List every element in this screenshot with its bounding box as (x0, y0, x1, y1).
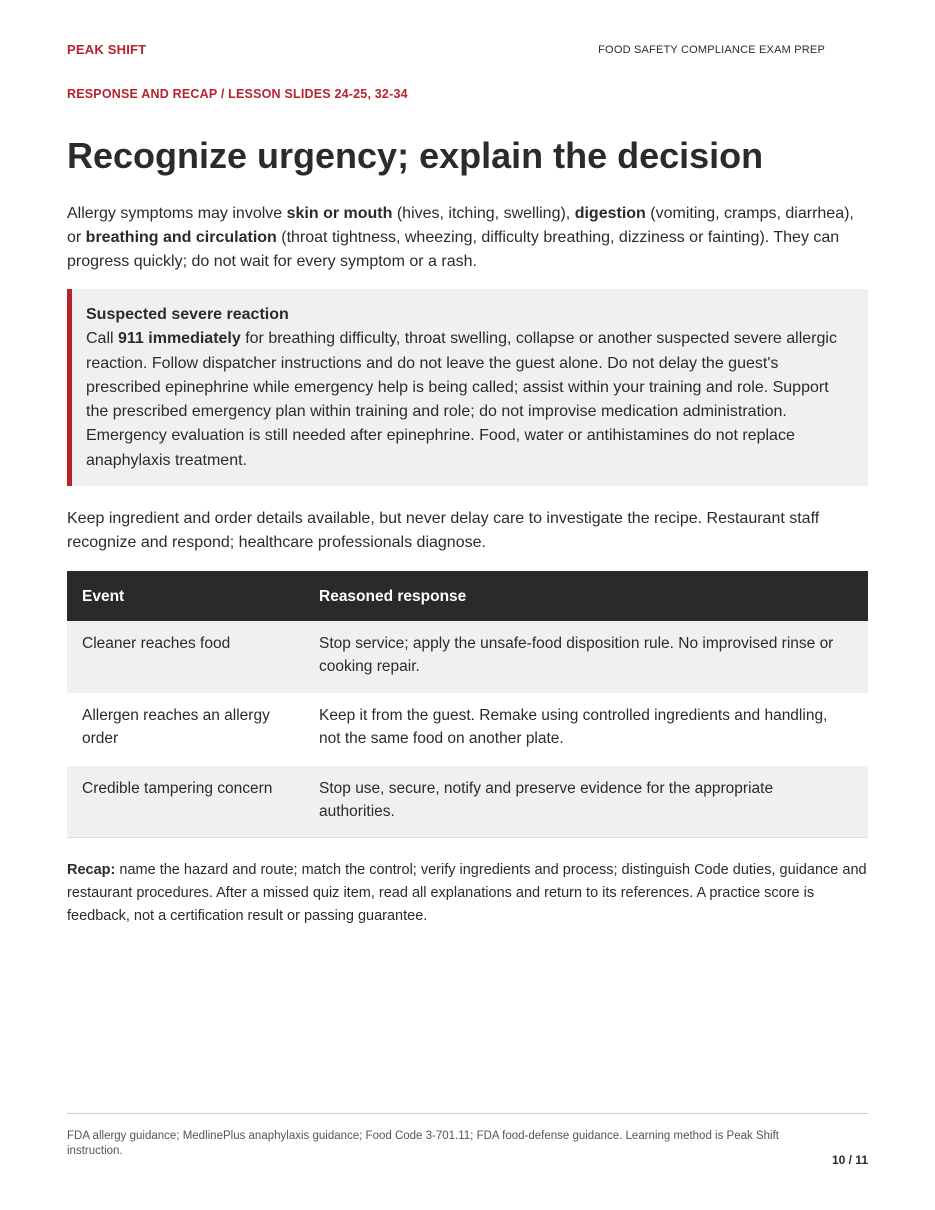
table-cell-response: Stop service; apply the unsafe-food disposition rule. No improvised rinse or cooking repair. (304, 621, 868, 693)
severe-reaction-callout (67, 289, 868, 486)
table-row (67, 766, 868, 837)
table-cell-event: Cleaner reaches food (67, 621, 304, 693)
table-cell-event: Allergen reaches an allergy order (82, 707, 270, 747)
intro-paragraph (67, 202, 867, 274)
callout-body (86, 327, 850, 473)
brand-name: PEAK SHIFT (67, 42, 147, 57)
callout-text-1: Call (86, 330, 119, 348)
footer-divider (67, 1113, 868, 1114)
intro-text-1: Allergy symptoms may involve (67, 205, 287, 222)
recap-text: name the hazard and route; match the control; verify ingredients and process; distinguish Code duties, guidance and restaurant procedures. After a missed quiz item, read all explanations and return to its references. A practice score is feedback, not a certification result or passing guarantee. (67, 862, 867, 924)
intro-text-2: (hives, itching, swelling), (392, 205, 575, 222)
table-cell-response: Stop use, secure, notify and preserve evidence for the appropriate authorities. (304, 766, 868, 837)
intro-text-3: (vomiting, cramps, diarrhea), or (67, 205, 854, 246)
table-row (67, 693, 868, 766)
callout-title: Suspected severe reaction (86, 306, 289, 323)
care-priority-paragraph: Keep ingredient and order details available, but never delay care to investigate the recipe. Restaurant staff recognize and respond; healthcare professionals diagnose. (67, 510, 820, 551)
intro-bold-1: skin or mouth (286, 205, 393, 222)
page-number: 10 / 11 (831, 1153, 868, 1167)
page-title: Recognize urgency; explain the decision (67, 135, 764, 176)
event-response-table (67, 571, 868, 838)
document-title: FOOD SAFETY COMPLIANCE EXAM PREP (598, 44, 825, 56)
column-header-response: Reasoned response (319, 587, 467, 605)
table-header-row (67, 571, 868, 621)
table-row (67, 621, 868, 693)
callout-text-2: for breathing difficulty, throat swelling, collapse or another suspected severe allergic reaction. Follow dispatcher instructions and do not leave the guest alone. Do not delay the guest's prescribed epinephrine while emergency help is being called; assist within your training and role. Support the prescribed emergency plan within training and role; do not improvise medication administration. Emergency evaluation is still needed after epinephrine. Food, water or antihistamines do not replace anaphylaxis treatment. (86, 330, 837, 469)
recap-label: Recap: (67, 862, 116, 878)
table-cell-event: Credible tampering concern (67, 766, 304, 837)
recap-paragraph (67, 859, 867, 928)
section-kicker: RESPONSE AND RECAP / LESSON SLIDES 24-25, 32-34 (67, 87, 408, 101)
intro-text-4: (throat tightness, wheezing, difficulty breathing, dizziness or fainting). They can progress quickly; do not wait for every symptom or a rash. (67, 229, 840, 270)
footer-sources: FDA allergy guidance; MedlinePlus anaphylaxis guidance; Food Code 3-701.11; FDA food-defense guidance. Learning method is Peak Shift instruction. (67, 1130, 779, 1157)
table-cell-response: Keep it from the guest. Remake using controlled ingredients and handling, not the same food on another plate. (319, 707, 828, 747)
intro-bold-3: breathing and circulation (85, 229, 277, 246)
callout-bold-1: 911 immediately (118, 330, 241, 348)
intro-bold-2: digestion (574, 205, 646, 222)
column-header-event: Event (82, 587, 125, 605)
